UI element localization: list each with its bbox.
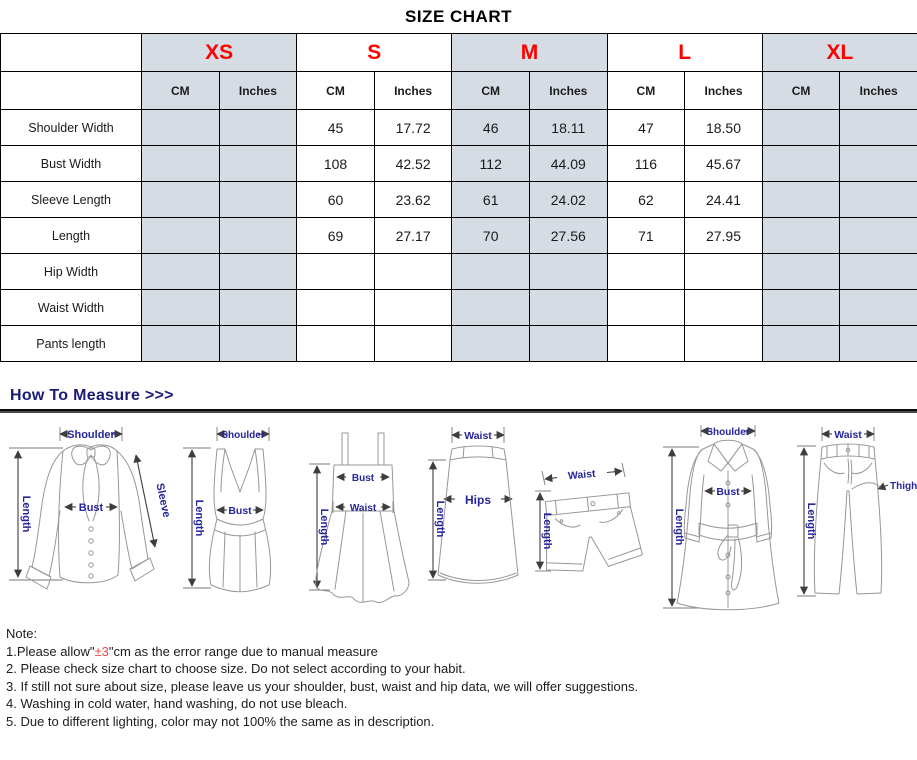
note-line-4: 4. Washing in cold water, hand washing, do not use bleach. [6, 695, 917, 713]
value-cell [607, 290, 685, 326]
page-title: SIZE CHART [0, 7, 917, 27]
value-cell [530, 254, 608, 290]
value-cell [374, 254, 452, 290]
value-cell [762, 218, 840, 254]
value-cell [840, 218, 917, 254]
value-cell [219, 218, 297, 254]
table-row [1, 326, 917, 362]
value-cell: 23.62 [374, 182, 452, 218]
value-cell [685, 326, 763, 362]
note-1-prefix: 1.Please allow" [6, 644, 94, 659]
value-cell: 45 [297, 110, 375, 146]
value-cell: 24.02 [530, 182, 608, 218]
unit-header-l-inches: Inches [685, 72, 763, 110]
figure-shorts [533, 419, 655, 617]
value-cell [219, 290, 297, 326]
value-cell [452, 326, 530, 362]
waist-label: Waist [350, 503, 377, 514]
value-cell [762, 110, 840, 146]
row-label: Hip Width [1, 254, 142, 290]
skirt-drawing [426, 419, 530, 617]
unit-header-m-inches: Inches [530, 72, 608, 110]
bust-label: Bust [228, 505, 252, 517]
note-line-1 [6, 643, 917, 661]
size-header-l: L [607, 34, 762, 72]
value-cell [374, 326, 452, 362]
unit-header-s-inches: Inches [374, 72, 452, 110]
value-cell [297, 254, 375, 290]
value-cell: 46 [452, 110, 530, 146]
value-cell: 61 [452, 182, 530, 218]
length-label: Length [673, 509, 685, 546]
unit-header-l-cm: CM [607, 72, 685, 110]
garment-outline [438, 446, 518, 583]
pants-drawing [794, 419, 912, 617]
value-cell [142, 110, 220, 146]
size-chart-page [0, 7, 917, 760]
value-cell: 24.41 [685, 182, 763, 218]
blouse-drawing [5, 419, 173, 617]
value-cell [762, 254, 840, 290]
value-cell: 44.09 [530, 146, 608, 182]
value-cell [142, 218, 220, 254]
value-cell [530, 326, 608, 362]
value-cell [219, 254, 297, 290]
waist-label: Waist [834, 429, 862, 441]
value-cell [374, 290, 452, 326]
corner-cell [1, 72, 142, 110]
figure-skirt [426, 419, 530, 617]
how-to-measure-heading: How To Measure >>> [10, 387, 917, 405]
value-cell [219, 326, 297, 362]
figure-pants [794, 419, 912, 617]
row-label: Bust Width [1, 146, 142, 182]
value-cell [142, 146, 220, 182]
figure-coat [659, 419, 791, 617]
unit-header-xl-inches: Inches [840, 72, 917, 110]
value-cell: 60 [297, 182, 375, 218]
value-cell: 45.67 [685, 146, 763, 182]
value-cell [297, 290, 375, 326]
value-cell: 42.52 [374, 146, 452, 182]
measure-figures [0, 413, 917, 617]
garment-outline [814, 444, 881, 594]
value-cell [142, 290, 220, 326]
value-cell [142, 254, 220, 290]
notes-section [6, 625, 917, 730]
table-row [1, 290, 917, 326]
thigh-label: Thigh [890, 481, 917, 492]
bust-label: Bust [716, 486, 740, 498]
unit-header-m-cm: CM [452, 72, 530, 110]
hips-label: Hips [464, 493, 490, 507]
value-cell [530, 290, 608, 326]
value-cell: 108 [297, 146, 375, 182]
note-line-2: 2. Please check size chart to choose size. Do not select according to your habit. [6, 660, 917, 678]
table-row [1, 254, 917, 290]
coat-drawing [659, 419, 791, 617]
bust-label: Bust [79, 502, 104, 514]
value-cell [762, 182, 840, 218]
row-label: Pants length [1, 326, 142, 362]
value-cell: 47 [607, 110, 685, 146]
value-cell: 116 [607, 146, 685, 182]
value-cell [685, 290, 763, 326]
unit-header-xs-inches: Inches [219, 72, 297, 110]
figure-tank-top [177, 419, 303, 617]
size-header-xl: XL [762, 34, 917, 72]
length-label: Length [318, 509, 330, 546]
value-cell: 27.95 [685, 218, 763, 254]
length-label: Length [20, 496, 32, 533]
value-cell [452, 290, 530, 326]
value-cell: 70 [452, 218, 530, 254]
table-row [1, 110, 917, 146]
shoulder-label: Shoulder [221, 430, 264, 441]
row-label: Shoulder Width [1, 110, 142, 146]
sleeve-label: Sleeve [153, 482, 172, 519]
unit-header-s-cm: CM [297, 72, 375, 110]
value-cell [762, 290, 840, 326]
waist-label: Waist [567, 468, 596, 482]
value-cell [840, 254, 917, 290]
error-range-value: ±3 [94, 644, 108, 659]
dress-drawing [306, 419, 422, 617]
figure-dress [306, 419, 422, 617]
value-cell [762, 326, 840, 362]
value-cell [840, 110, 917, 146]
size-chart-table [0, 33, 917, 362]
notes-label: Note: [6, 625, 917, 643]
value-cell [607, 326, 685, 362]
value-cell [219, 110, 297, 146]
length-label: Length [805, 503, 817, 540]
corner-cell [1, 34, 142, 72]
value-cell: 18.50 [685, 110, 763, 146]
note-1-suffix: "cm as the error range due to manual measure [109, 644, 378, 659]
figure-blouse [5, 419, 173, 617]
unit-header-xs-cm: CM [142, 72, 220, 110]
note-line-5: 5. Due to different lighting, color may not 100% the same as in description. [6, 713, 917, 731]
row-label: Waist Width [1, 290, 142, 326]
garment-outline [539, 492, 643, 575]
value-cell: 17.72 [374, 110, 452, 146]
table-row [1, 146, 917, 182]
value-cell: 112 [452, 146, 530, 182]
tank-top-drawing [177, 419, 303, 617]
value-cell [685, 254, 763, 290]
value-cell: 27.17 [374, 218, 452, 254]
value-cell [219, 146, 297, 182]
value-cell: 69 [297, 218, 375, 254]
value-cell [840, 326, 917, 362]
shorts-drawing [533, 419, 655, 617]
garment-outline [677, 440, 779, 610]
unit-header-xl-cm: CM [762, 72, 840, 110]
size-header-xs: XS [142, 34, 297, 72]
value-cell [297, 326, 375, 362]
value-cell [142, 326, 220, 362]
shoulder-label: Shoulder [67, 429, 115, 441]
value-cell [762, 146, 840, 182]
value-cell [840, 290, 917, 326]
size-chart-body [1, 34, 917, 362]
value-cell [219, 182, 297, 218]
value-cell: 27.56 [530, 218, 608, 254]
value-cell [607, 254, 685, 290]
table-row [1, 218, 917, 254]
value-cell [142, 182, 220, 218]
value-cell: 71 [607, 218, 685, 254]
garment-outline [209, 449, 270, 592]
value-cell: 62 [607, 182, 685, 218]
size-header-s: S [297, 34, 452, 72]
value-cell: 18.11 [530, 110, 608, 146]
length-label: Length [193, 500, 205, 537]
length-label: Length [434, 501, 446, 538]
shoulder-label: Shoulder [706, 427, 749, 438]
bust-label: Bust [352, 473, 375, 484]
size-header-m: M [452, 34, 607, 72]
waist-label: Waist [464, 430, 492, 442]
value-cell [840, 146, 917, 182]
value-cell [840, 182, 917, 218]
table-row [1, 182, 917, 218]
value-cell [452, 254, 530, 290]
row-label: Sleeve Length [1, 182, 142, 218]
length-label: Length [541, 513, 553, 550]
row-label: Length [1, 218, 142, 254]
garment-outline [26, 445, 154, 589]
note-line-3: 3. If still not sure about size, please leave us your shoulder, bust, waist and hip data, we will offer suggestions. [6, 678, 917, 696]
